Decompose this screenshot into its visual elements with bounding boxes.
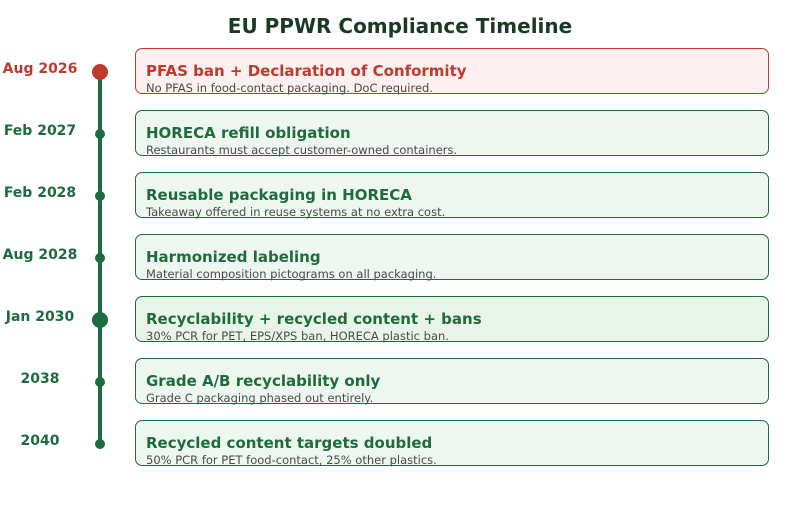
- milestone-title: HORECA refill obligation: [146, 124, 351, 142]
- milestone-card: [135, 110, 769, 156]
- milestone-marker: [95, 191, 105, 201]
- milestone-marker: [92, 312, 108, 328]
- milestone-row: [0, 110, 800, 158]
- milestone-row: [0, 420, 800, 468]
- milestone-description: Material composition pictograms on all packaging.: [146, 267, 437, 281]
- milestone-marker: [95, 129, 105, 139]
- milestone-date: Jan 2030: [5, 309, 75, 325]
- page-title: EU PPWR Compliance Timeline: [227, 14, 573, 38]
- milestone-description: Restaurants must accept customer-owned containers.: [146, 143, 458, 157]
- milestone-title: Reusable packaging in HORECA: [146, 186, 412, 204]
- milestone-date: 2038: [20, 371, 60, 387]
- milestone-row: [0, 296, 800, 344]
- milestone-marker: [95, 253, 105, 263]
- milestone-card: [135, 296, 769, 342]
- milestone-row: [0, 234, 800, 282]
- milestone-title: PFAS ban + Declaration of Conformity: [146, 62, 467, 80]
- milestone-row: [0, 358, 800, 406]
- milestone-description: Takeaway offered in reuse systems at no extra cost.: [146, 205, 446, 219]
- milestone-card: [135, 420, 769, 466]
- milestone-card: [135, 234, 769, 280]
- milestone-title: Recyclability + recycled content + bans: [146, 310, 482, 328]
- milestone-marker: [92, 64, 108, 80]
- milestone-description: Grade C packaging phased out entirely.: [146, 391, 374, 405]
- milestone-card: [135, 358, 769, 404]
- milestone-date: Feb 2028: [3, 185, 77, 201]
- milestone-row: [0, 172, 800, 220]
- milestone-description: 50% PCR for PET food-contact, 25% other plastics.: [146, 453, 437, 467]
- milestone-title: Harmonized labeling: [146, 248, 321, 266]
- milestone-date: Aug 2028: [2, 247, 78, 263]
- milestone-description: 30% PCR for PET, EPS/XPS ban, HORECA plastic ban.: [146, 329, 449, 343]
- milestone-marker: [95, 439, 105, 449]
- milestone-card: [135, 172, 769, 218]
- milestone-title: Grade A/B recyclability only: [146, 372, 381, 390]
- milestone-marker: [95, 377, 105, 387]
- milestone-date: Feb 2027: [3, 123, 77, 139]
- milestone-date: 2040: [20, 433, 60, 449]
- milestone-row: [0, 48, 800, 96]
- milestone-date: Aug 2026: [2, 61, 78, 77]
- milestone-description: No PFAS in food-contact packaging. DoC required.: [146, 81, 433, 95]
- milestone-card: [135, 48, 769, 94]
- milestone-title: Recycled content targets doubled: [146, 434, 433, 452]
